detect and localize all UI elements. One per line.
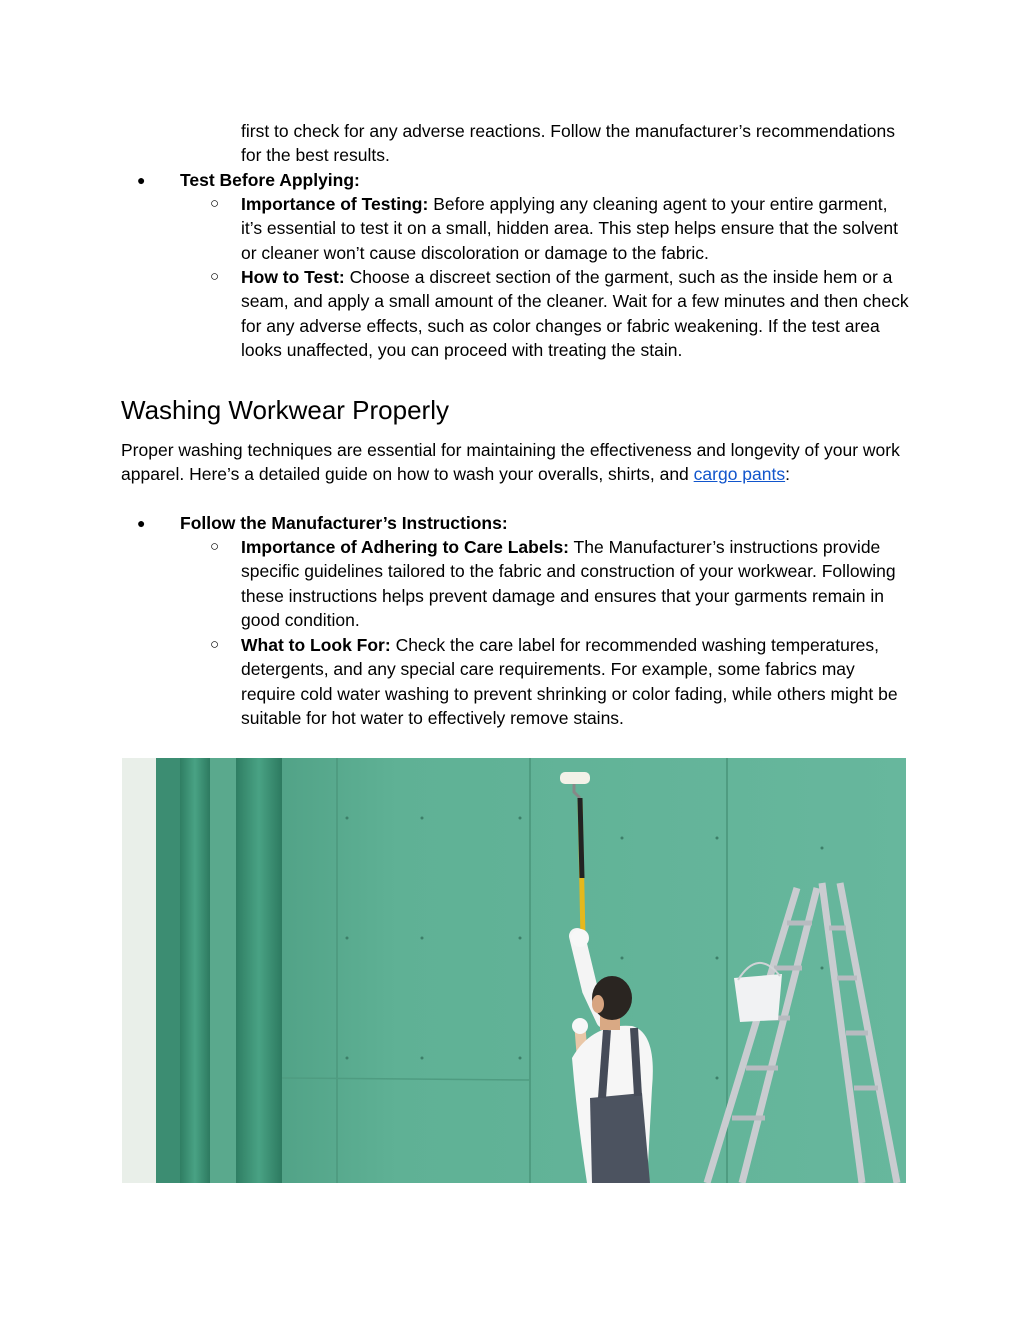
item-label: How to Test: xyxy=(241,267,345,287)
section-subtitle: Follow the Manufacturer’s Instructions: xyxy=(180,513,508,533)
intro-fragment: first to check for any adverse reactions. Follow the manufacturer’s recommendations for the best results. xyxy=(241,121,895,166)
paint-bucket xyxy=(734,974,782,1022)
item-text: Choose a discreet section of the garment, such as the inside hem or a seam, and apply a small amount of the cleaner. Wait for a few minutes and then check for any adverse effects, such as color changes or fabric weakening. If the test area looks unaffected, you can proceed with treating the stain. xyxy=(241,267,909,360)
item-label: Importance of Adhering to Care Labels: xyxy=(241,537,570,557)
item-label: What to Look For: xyxy=(241,635,391,655)
intro-paragraph: Proper washing techniques are essential for maintaining the effectiveness and longevity of your work apparel. Here’s a detailed guide on how to wash your overalls, shirts, and cargo pants: xyxy=(121,440,900,485)
section-title: Test Before Applying: xyxy=(180,170,360,190)
painter-illustration xyxy=(122,758,906,1183)
circle-bullet-icon: ○ xyxy=(210,268,220,285)
cargo-pants-link[interactable]: cargo pants xyxy=(693,464,786,485)
circle-bullet-icon: ○ xyxy=(210,195,220,212)
disc-bullet-icon: ● xyxy=(137,515,146,531)
item-label: Importance of Testing: xyxy=(241,194,429,214)
list-item xyxy=(241,192,909,265)
list-item xyxy=(241,535,909,632)
painter-photo xyxy=(122,758,906,1183)
circle-bullet-icon: ○ xyxy=(210,636,220,653)
item-text: Check the care label for recommended washing temperatures, detergents, and any special care requirements. For example, some fabrics may require cold water washing to prevent shrinking or color fading, while others might be suitable for hot water to effectively remove stains. xyxy=(241,635,898,728)
disc-bullet-icon: ● xyxy=(137,172,146,188)
section-heading: Washing Workwear Properly xyxy=(121,395,449,425)
circle-bullet-icon: ○ xyxy=(210,538,220,555)
item-text: Before applying any cleaning agent to your entire garment, it’s essential to test it on a small, hidden area. This step helps ensure that the solvent or cleaner won’t cause discoloration or damage to the fabric. xyxy=(241,194,898,263)
item-text: The Manufacturer’s instructions provide specific guidelines tailored to the fabric and construction of your workwear. Following these instructions helps prevent damage and ensures that your garments remain in good condition. xyxy=(241,537,896,630)
list-item xyxy=(241,265,909,362)
pillar xyxy=(180,758,210,1183)
paint-roller xyxy=(560,772,590,784)
list-item xyxy=(241,633,909,730)
left-white-wall xyxy=(122,758,156,1183)
pillar xyxy=(236,758,282,1183)
